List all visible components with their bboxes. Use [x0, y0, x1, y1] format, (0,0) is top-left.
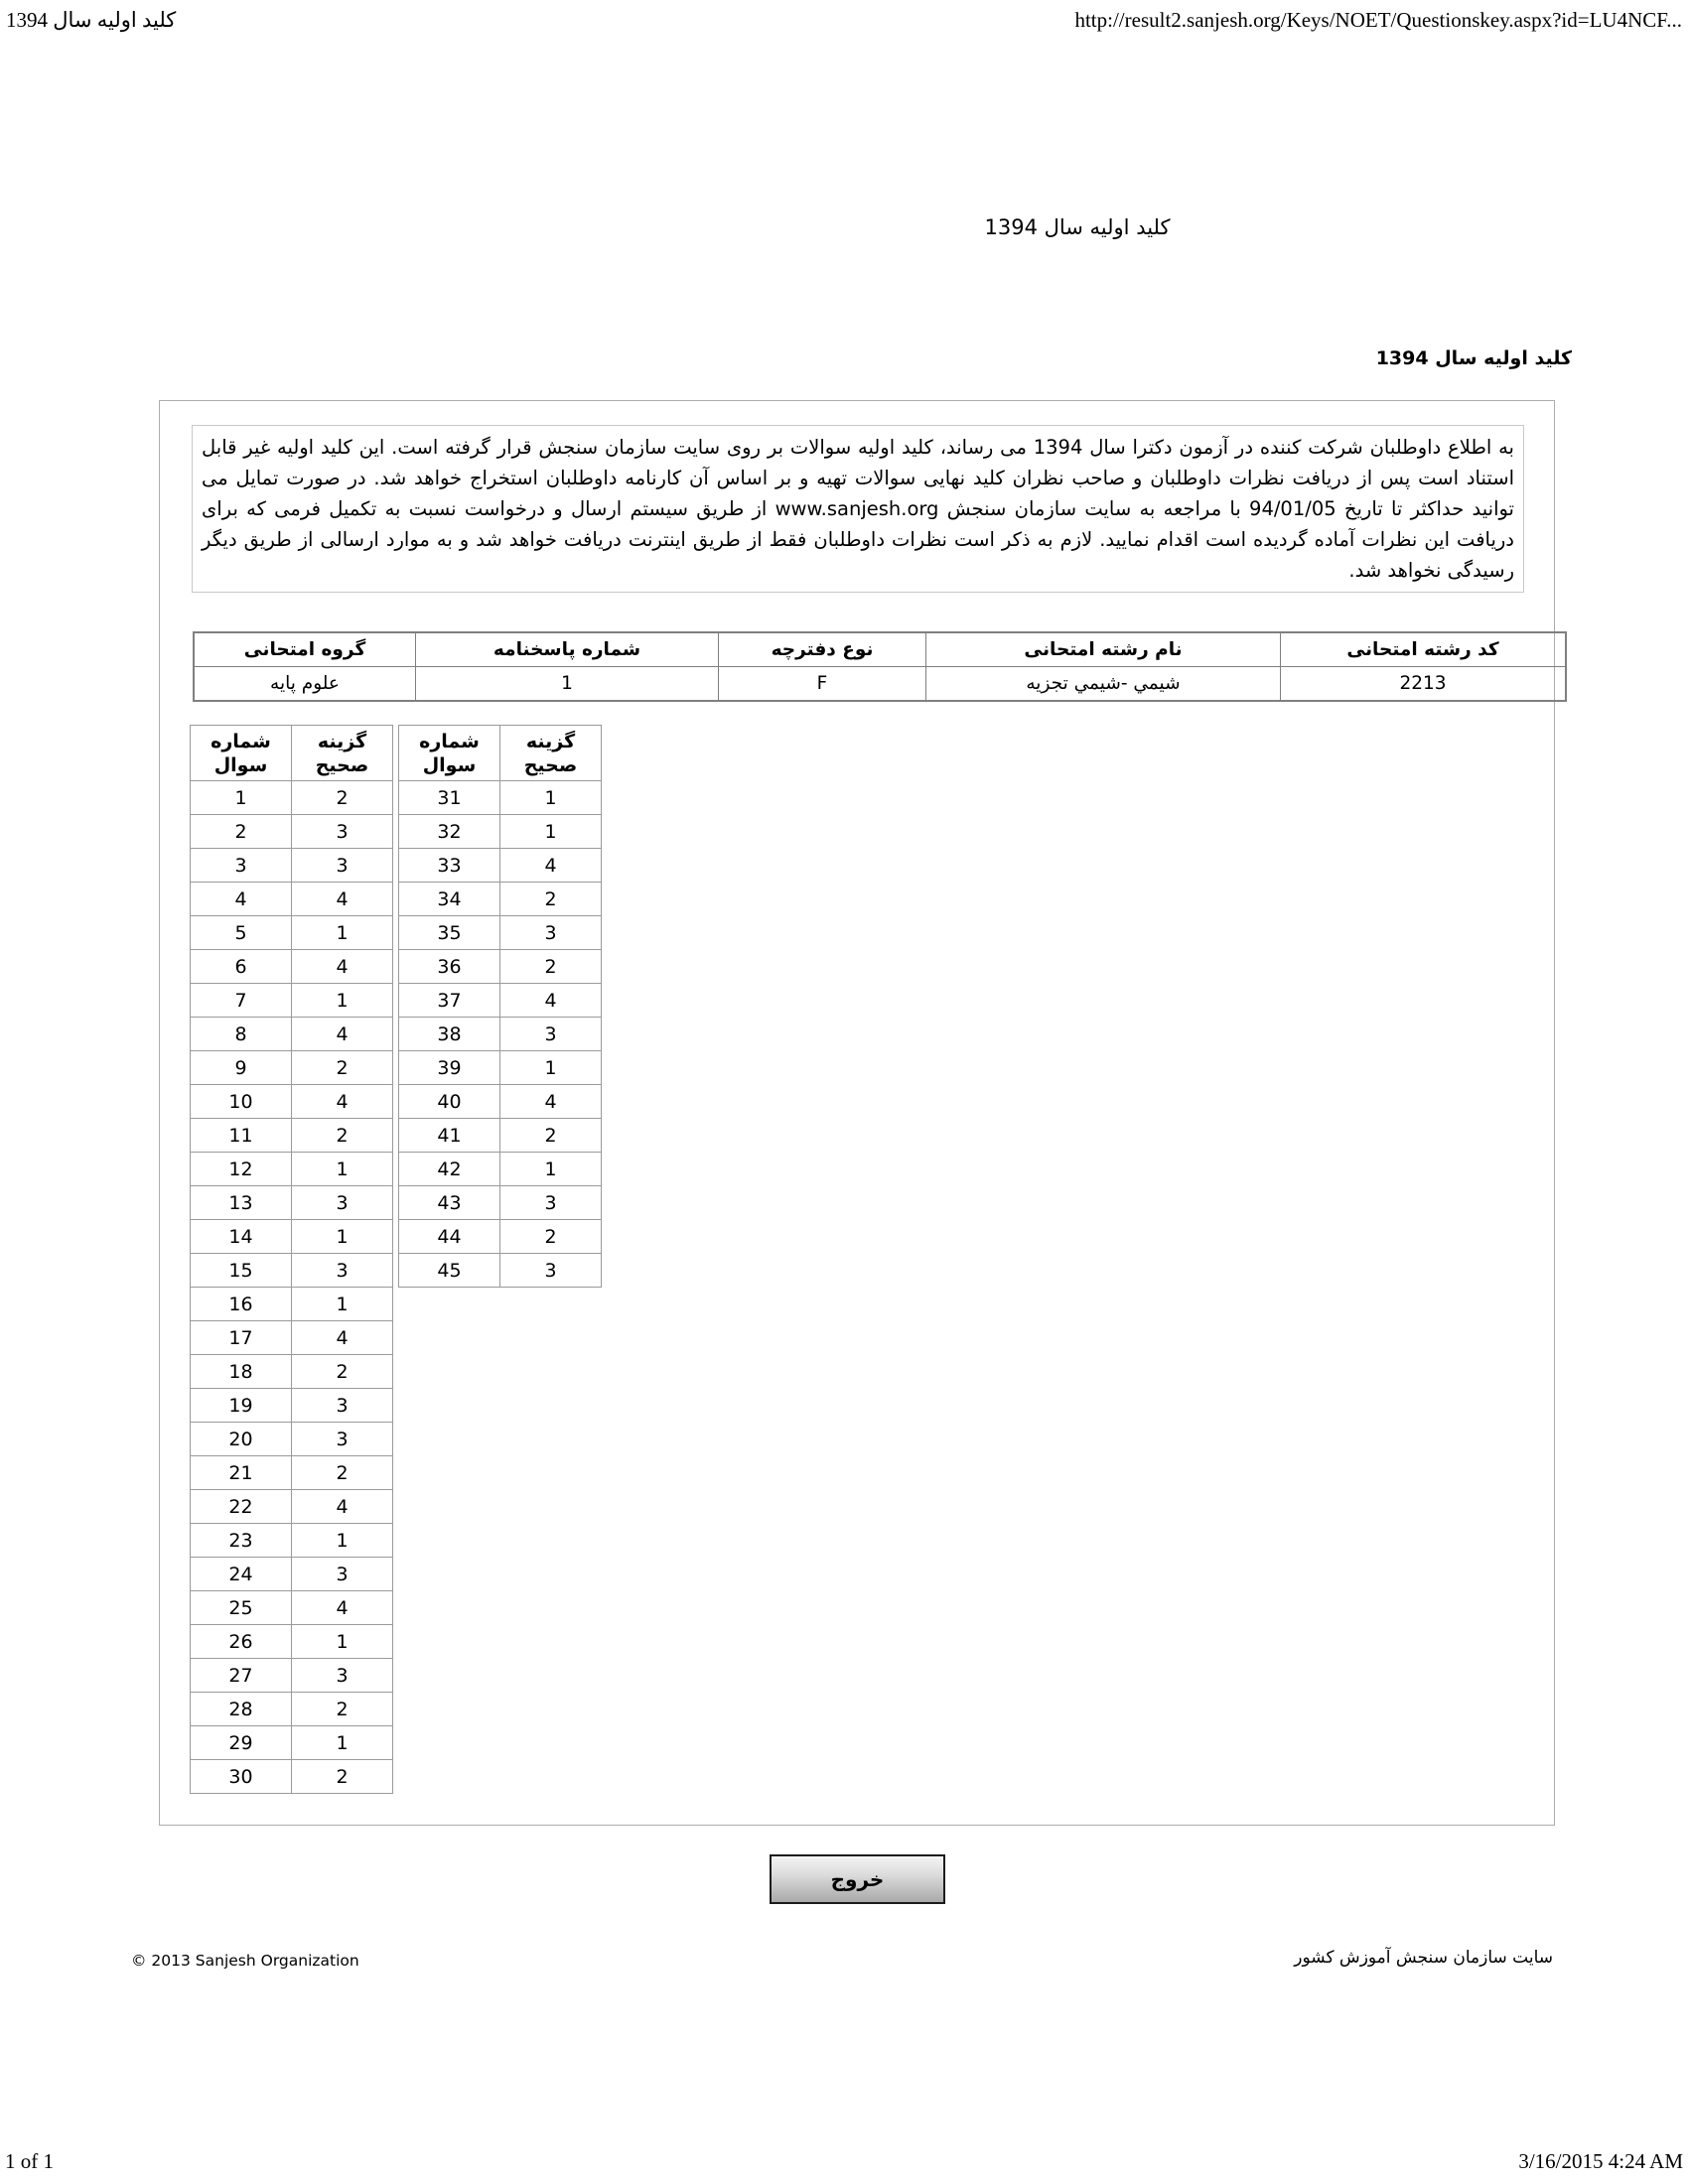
answer-row: [191, 1186, 393, 1220]
correct-option-cell: 2: [292, 1119, 393, 1153]
print-page-number: 1 of 1: [5, 2149, 54, 2173]
notice-text: به اطلاع داوطلبان شرکت کننده در آزمون دکترا سال 1394 می رساند، کلید اولیه سوالات بر روی سایت سازمان سنجش قرار گرفته است. این کلید اولیه غیر قابل استناد است پس از دریافت نظرات داوطلبان و صاحب نظران کلید نهایی سوالات تهیه و بر اساس آن کارنامه داوطلبان استخراج خواهد شد. در صورت تمایل می توانید حداکثر تا تاریخ 94/01/05 با مراجعه به سایت سازمان سنجش www.sanjesh.org از طریق سیستم ارسال و درخواست نسبت به تکمیل فرمی که برای دریافت این نظرات آماده گردیده است اقدام نمایید. لازم به ذکر است نظرات داوطلبان فقط از طریق اینترنت دریافت خواهد شد و به موارد ارسالی از طریق دیگر رسیدگی نخواهد شد.: [202, 436, 1514, 582]
answer-col-header: گزینه صحیح: [500, 726, 602, 781]
correct-option-cell: 1: [292, 916, 393, 950]
answer-table-head-row: [191, 726, 393, 781]
question-number-cell: 21: [191, 1456, 292, 1490]
answer-row: [191, 1659, 393, 1693]
question-number-cell: 34: [399, 883, 500, 916]
notice-box: [192, 425, 1524, 593]
answer-row: [399, 1119, 602, 1153]
question-number-cell: 37: [399, 984, 500, 1018]
correct-option-cell: 2: [292, 1051, 393, 1085]
question-number-cell: 23: [191, 1524, 292, 1558]
answer-row: [399, 1254, 602, 1288]
answer-row: [191, 1220, 393, 1254]
answer-row: [399, 815, 602, 849]
correct-option-cell: 4: [292, 950, 393, 984]
answer-row: [191, 815, 393, 849]
correct-option-cell: 1: [500, 815, 602, 849]
correct-option-cell: 2: [500, 1220, 602, 1254]
correct-option-cell: 3: [500, 1254, 602, 1288]
question-number-cell: 3: [191, 849, 292, 883]
answer-row: [191, 883, 393, 916]
answer-row: [191, 1490, 393, 1524]
correct-option-cell: 3: [292, 1186, 393, 1220]
correct-option-cell: 2: [500, 950, 602, 984]
print-header-url: http://result2.sanjesh.org/Keys/NOET/Questionskey.aspx?id=LU4NCF...: [1074, 8, 1682, 32]
answer-row: [399, 883, 602, 916]
footer-copyright: © 2013 Sanjesh Organization: [131, 1952, 359, 1970]
info-value-cell: F: [719, 667, 926, 702]
correct-option-cell: 4: [292, 1321, 393, 1355]
correct-option-cell: 3: [292, 1389, 393, 1423]
correct-option-cell: 1: [292, 1524, 393, 1558]
content-panel: [159, 400, 1555, 1826]
section-heading: کلید اولیه سال 1394: [1375, 347, 1572, 369]
question-number-cell: 18: [191, 1355, 292, 1389]
correct-option-cell: 4: [500, 1085, 602, 1119]
correct-option-cell: 4: [292, 1085, 393, 1119]
answer-row: [191, 1119, 393, 1153]
correct-option-cell: 1: [292, 1625, 393, 1659]
question-number-cell: 29: [191, 1726, 292, 1760]
answer-row: [399, 950, 602, 984]
answer-row: [191, 1456, 393, 1490]
exit-button[interactable]: خروج: [770, 1854, 945, 1904]
question-number-cell: 38: [399, 1018, 500, 1051]
footer-site-name: سایت سازمان سنجش آموزش کشور: [1294, 1948, 1553, 1968]
answer-row: [191, 1085, 393, 1119]
correct-option-cell: 1: [292, 1726, 393, 1760]
answer-row: [399, 1051, 602, 1085]
question-number-cell: 9: [191, 1051, 292, 1085]
question-number-cell: 30: [191, 1760, 292, 1794]
answer-row: [399, 916, 602, 950]
question-number-cell: 28: [191, 1693, 292, 1726]
correct-option-cell: 1: [292, 1153, 393, 1186]
answer-row: [191, 1018, 393, 1051]
question-number-cell: 15: [191, 1254, 292, 1288]
info-value-cell: 1: [416, 667, 719, 702]
correct-option-cell: 2: [292, 1456, 393, 1490]
answer-row: [191, 1760, 393, 1794]
question-number-cell: 35: [399, 916, 500, 950]
correct-option-cell: 1: [292, 1288, 393, 1321]
exam-info-table: [193, 631, 1567, 702]
correct-option-cell: 3: [500, 1018, 602, 1051]
question-number-cell: 17: [191, 1321, 292, 1355]
question-number-cell: 45: [399, 1254, 500, 1288]
question-number-cell: 32: [399, 815, 500, 849]
question-number-cell: 6: [191, 950, 292, 984]
correct-option-cell: 1: [500, 1153, 602, 1186]
answer-row: [191, 1423, 393, 1456]
question-number-cell: 16: [191, 1288, 292, 1321]
question-number-cell: 4: [191, 883, 292, 916]
info-table-data-row: [194, 667, 1566, 702]
question-number-cell: 1: [191, 781, 292, 815]
answer-row: [191, 984, 393, 1018]
answer-key-table-1: [190, 725, 393, 1794]
question-number-cell: 14: [191, 1220, 292, 1254]
answer-table-head-row: [399, 726, 602, 781]
question-number-cell: 13: [191, 1186, 292, 1220]
correct-option-cell: 1: [500, 1051, 602, 1085]
question-number-cell: 39: [399, 1051, 500, 1085]
question-number-cell: 10: [191, 1085, 292, 1119]
answer-row: [191, 916, 393, 950]
answer-row: [191, 950, 393, 984]
correct-option-cell: 1: [292, 1220, 393, 1254]
info-table-head-row: [194, 632, 1566, 667]
question-number-cell: 42: [399, 1153, 500, 1186]
question-number-cell: 22: [191, 1490, 292, 1524]
print-timestamp: 3/16/2015 4:24 AM: [1518, 2149, 1683, 2173]
question-number-cell: 44: [399, 1220, 500, 1254]
answer-row: [191, 1591, 393, 1625]
question-number-cell: 12: [191, 1153, 292, 1186]
question-col-header: شماره سوال: [191, 726, 292, 781]
question-number-cell: 31: [399, 781, 500, 815]
question-number-cell: 33: [399, 849, 500, 883]
correct-option-cell: 2: [292, 1355, 393, 1389]
answer-row: [191, 1355, 393, 1389]
answer-row: [191, 1153, 393, 1186]
correct-option-cell: 2: [292, 781, 393, 815]
correct-option-cell: 4: [292, 883, 393, 916]
correct-option-cell: 3: [500, 916, 602, 950]
correct-option-cell: 3: [292, 1558, 393, 1591]
correct-option-cell: 2: [500, 883, 602, 916]
answer-col-header: گزینه صحیح: [292, 726, 393, 781]
correct-option-cell: 3: [292, 1254, 393, 1288]
question-number-cell: 41: [399, 1119, 500, 1153]
question-number-cell: 25: [191, 1591, 292, 1625]
info-value-cell: شیمي -شیمي تجزیه: [926, 667, 1281, 702]
answer-row: [191, 1288, 393, 1321]
answer-row: [399, 1220, 602, 1254]
answer-row: [399, 1153, 602, 1186]
correct-option-cell: 3: [292, 1659, 393, 1693]
question-number-cell: 26: [191, 1625, 292, 1659]
correct-option-cell: 1: [292, 984, 393, 1018]
question-number-cell: 8: [191, 1018, 292, 1051]
correct-option-cell: 1: [500, 781, 602, 815]
answer-row: [191, 849, 393, 883]
answer-row: [191, 781, 393, 815]
answer-row: [399, 1085, 602, 1119]
answer-row: [191, 1321, 393, 1355]
answer-row: [191, 1726, 393, 1760]
correct-option-cell: 4: [292, 1490, 393, 1524]
correct-option-cell: 4: [500, 849, 602, 883]
correct-option-cell: 4: [292, 1591, 393, 1625]
info-col-header: نوع دفترچه: [719, 632, 926, 667]
info-col-header: گروه امتحانی: [194, 632, 416, 667]
question-number-cell: 11: [191, 1119, 292, 1153]
question-number-cell: 7: [191, 984, 292, 1018]
info-value-cell: 2213: [1281, 667, 1567, 702]
correct-option-cell: 4: [292, 1018, 393, 1051]
print-header-title: کلید اولیه سال 1394: [6, 8, 177, 32]
correct-option-cell: 2: [292, 1693, 393, 1726]
question-col-header: شماره سوال: [399, 726, 500, 781]
correct-option-cell: 3: [500, 1186, 602, 1220]
correct-option-cell: 2: [500, 1119, 602, 1153]
answer-row: [191, 1389, 393, 1423]
info-col-header: شماره پاسخنامه: [416, 632, 719, 667]
answer-row: [191, 1524, 393, 1558]
correct-option-cell: 2: [292, 1760, 393, 1794]
correct-option-cell: 3: [292, 849, 393, 883]
answer-row: [191, 1051, 393, 1085]
answer-row: [191, 1625, 393, 1659]
correct-option-cell: 3: [292, 1423, 393, 1456]
answer-row: [399, 1186, 602, 1220]
correct-option-cell: 4: [500, 984, 602, 1018]
question-number-cell: 40: [399, 1085, 500, 1119]
question-number-cell: 2: [191, 815, 292, 849]
correct-option-cell: 3: [292, 815, 393, 849]
question-number-cell: 20: [191, 1423, 292, 1456]
question-number-cell: 36: [399, 950, 500, 984]
info-value-cell: علوم پایه: [194, 667, 416, 702]
answer-row: [399, 984, 602, 1018]
info-col-header: نام رشته امتحانی: [926, 632, 1281, 667]
answer-row: [399, 781, 602, 815]
answer-row: [191, 1558, 393, 1591]
question-number-cell: 43: [399, 1186, 500, 1220]
question-number-cell: 24: [191, 1558, 292, 1591]
answer-row: [191, 1254, 393, 1288]
info-col-header: کد رشته امتحانی: [1281, 632, 1567, 667]
answer-key-table-2: [398, 725, 602, 1288]
answer-row: [399, 849, 602, 883]
answer-row: [399, 1018, 602, 1051]
question-number-cell: 5: [191, 916, 292, 950]
page-title: کلید اولیه سال 1394: [984, 215, 1171, 239]
question-number-cell: 19: [191, 1389, 292, 1423]
answer-row: [191, 1693, 393, 1726]
question-number-cell: 27: [191, 1659, 292, 1693]
